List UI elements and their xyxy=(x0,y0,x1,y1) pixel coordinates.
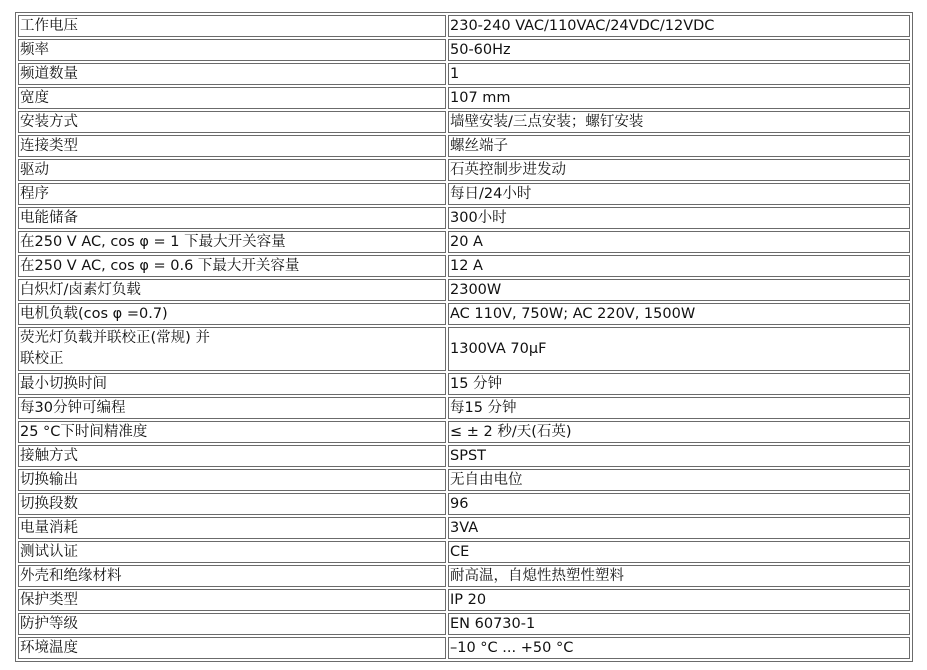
spec-value: CE xyxy=(448,541,910,563)
table-row xyxy=(18,565,910,587)
spec-value: ≤ ± 2 秒/天(石英) xyxy=(448,421,910,443)
spec-value: EN 60730-1 xyxy=(448,613,910,635)
spec-name: 25 °C下时间精准度 xyxy=(18,421,446,443)
spec-value: 墙壁安装/三点安装；螺钉安装 xyxy=(448,111,910,133)
table-row xyxy=(18,493,910,515)
spec-name-part: 联校正 xyxy=(20,351,64,367)
table-row xyxy=(18,279,910,301)
table-row xyxy=(18,207,910,229)
table-row xyxy=(18,373,910,395)
spec-value: 螺丝端子 xyxy=(448,135,910,157)
spec-value: AC 110V, 750W; AC 220V, 1500W xyxy=(448,303,910,325)
spec-value: 1 xyxy=(448,63,910,85)
table-row xyxy=(18,469,910,491)
spec-name: 在250 V AC, cos φ = 0.6 下最大开关容量 xyxy=(18,255,446,277)
spec-name: 安装方式 xyxy=(18,111,446,133)
spec-name: 程序 xyxy=(18,183,446,205)
spec-name: 测试认证 xyxy=(18,541,446,563)
table-row xyxy=(18,15,910,37)
spec-name: 切换输出 xyxy=(18,469,446,491)
spec-value: 每15 分钟 xyxy=(448,397,910,419)
spec-value: 15 分钟 xyxy=(448,373,910,395)
spec-name: 最小切换时间 xyxy=(18,373,446,395)
table-row xyxy=(18,111,910,133)
table-row xyxy=(18,637,910,659)
spec-name: 白炽灯/卤素灯负载 xyxy=(18,279,446,301)
spec-value: 300小时 xyxy=(448,207,910,229)
spec-value: 3VA xyxy=(448,517,910,539)
table-row xyxy=(18,87,910,109)
spec-value: 20 A xyxy=(448,231,910,253)
spec-value: IP 20 xyxy=(448,589,910,611)
table-row xyxy=(18,39,910,61)
table-row xyxy=(18,183,910,205)
table-row xyxy=(18,541,910,563)
spec-name: 防护等级 xyxy=(18,613,446,635)
spec-name: 驱动 xyxy=(18,159,446,181)
table-row xyxy=(18,159,910,181)
spec-name: 电量消耗 xyxy=(18,517,446,539)
spec-value: 2300W xyxy=(448,279,910,301)
spec-name xyxy=(18,327,446,371)
table-row xyxy=(18,613,910,635)
spec-value: SPST xyxy=(448,445,910,467)
spec-name: 连接类型 xyxy=(18,135,446,157)
spec-value: 50-60Hz xyxy=(448,39,910,61)
spec-name: 电机负载(cos φ =0.7) xyxy=(18,303,446,325)
spec-name-part: 荧光灯负载并联校正(常规) xyxy=(20,330,191,346)
spec-value: –10 °C ... +50 °C xyxy=(448,637,910,659)
table-row xyxy=(18,135,910,157)
spec-name: 频率 xyxy=(18,39,446,61)
spec-name: 接触方式 xyxy=(18,445,446,467)
table-row xyxy=(18,231,910,253)
spec-value: 107 mm xyxy=(448,87,910,109)
spec-table xyxy=(15,12,913,662)
table-row xyxy=(18,421,910,443)
spec-value: 1300VA 70μF xyxy=(448,327,910,371)
spec-name-line xyxy=(20,328,445,349)
spec-value: 无自由电位 xyxy=(448,469,910,491)
spec-name: 每30分钟可编程 xyxy=(18,397,446,419)
table-row xyxy=(18,63,910,85)
spec-name: 宽度 xyxy=(18,87,446,109)
spec-name: 外壳和绝缘材料 xyxy=(18,565,446,587)
spec-value: 12 A xyxy=(448,255,910,277)
spec-name: 保护类型 xyxy=(18,589,446,611)
table-row xyxy=(18,517,910,539)
spec-name: 频道数量 xyxy=(18,63,446,85)
spec-name: 工作电压 xyxy=(18,15,446,37)
spec-value: 96 xyxy=(448,493,910,515)
table-row xyxy=(18,303,910,325)
spec-value: 石英控制步进发动 xyxy=(448,159,910,181)
spec-name: 电能储备 xyxy=(18,207,446,229)
spec-name: 环境温度 xyxy=(18,637,446,659)
spec-value: 230-240 VAC/110VAC/24VDC/12VDC xyxy=(448,15,910,37)
table-row xyxy=(18,397,910,419)
spec-value: 耐高温，自熄性热塑性塑料 xyxy=(448,565,910,587)
table-row xyxy=(18,445,910,467)
spec-name: 切换段数 xyxy=(18,493,446,515)
table-row xyxy=(18,255,910,277)
spec-name: 在250 V AC, cos φ = 1 下最大开关容量 xyxy=(18,231,446,253)
table-row xyxy=(18,589,910,611)
spec-name-part: 并 xyxy=(195,330,210,346)
table-row xyxy=(18,327,910,371)
spec-value: 每日/24小时 xyxy=(448,183,910,205)
